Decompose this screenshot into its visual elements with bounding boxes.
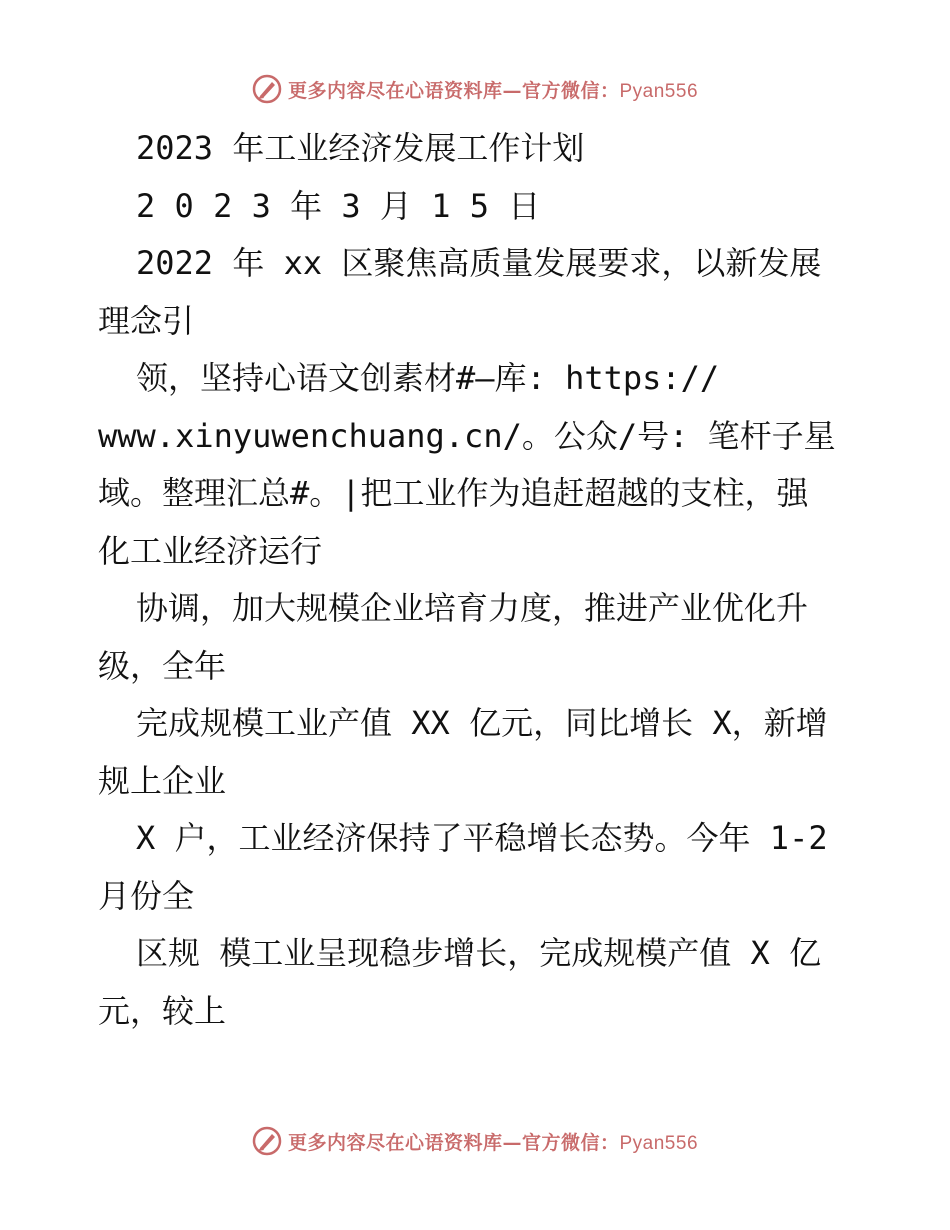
document-line: 元，较上 xyxy=(98,991,227,1030)
header-wechat-id: Pyan556 xyxy=(619,80,699,102)
document-line: 月份全 xyxy=(98,876,195,915)
document-line: 域。整理汇总#。|把工业作为追赶超越的支柱，强 xyxy=(98,474,809,512)
document-line: 领，坚持心语文创素材#—库: https:// xyxy=(136,359,720,397)
document-line: X 户，工业经济保持了平稳增长态势。今年 1-2 xyxy=(136,819,828,857)
header-banner-text xyxy=(288,76,698,103)
document-line: 完成规模工业产值 XX 亿元，同比增长 X，新增 xyxy=(136,704,828,742)
footer-banner-message: 更多内容尽在心语资料库—官方微信： xyxy=(287,1131,620,1154)
document-date: 2 0 2 3 年 3 月 1 5 日 xyxy=(136,186,541,225)
document-line: 理念引 xyxy=(98,301,195,340)
document-line: 2022 年 xx 区聚焦高质量发展要求，以新发展 xyxy=(136,244,822,282)
footer-wechat-id: Pyan556 xyxy=(619,1132,699,1154)
document-line: 化工业经济运行 xyxy=(98,531,323,570)
document-line: 规上企业 xyxy=(98,761,227,800)
footer-banner-text xyxy=(288,1128,698,1155)
document-line: 协调，加大规模企业培育力度，推进产业优化升 xyxy=(136,589,809,627)
pen-logo-icon xyxy=(252,1126,282,1156)
document-body xyxy=(98,120,858,1040)
header-banner xyxy=(0,72,950,106)
header-banner-message: 更多内容尽在心语资料库—官方微信： xyxy=(287,79,620,102)
document-line: www.xinyuwenchuang.cn/。公众/号: 笔杆子星 xyxy=(98,416,836,455)
document-title: 2023 年工业经济发展工作计划 xyxy=(136,129,585,167)
pen-logo-icon xyxy=(252,74,282,104)
footer-banner xyxy=(0,1124,950,1158)
document-line: 区规 模工业呈现稳步增长，完成规模产值 X 亿 xyxy=(136,934,822,972)
document-line: 级，全年 xyxy=(98,646,227,685)
